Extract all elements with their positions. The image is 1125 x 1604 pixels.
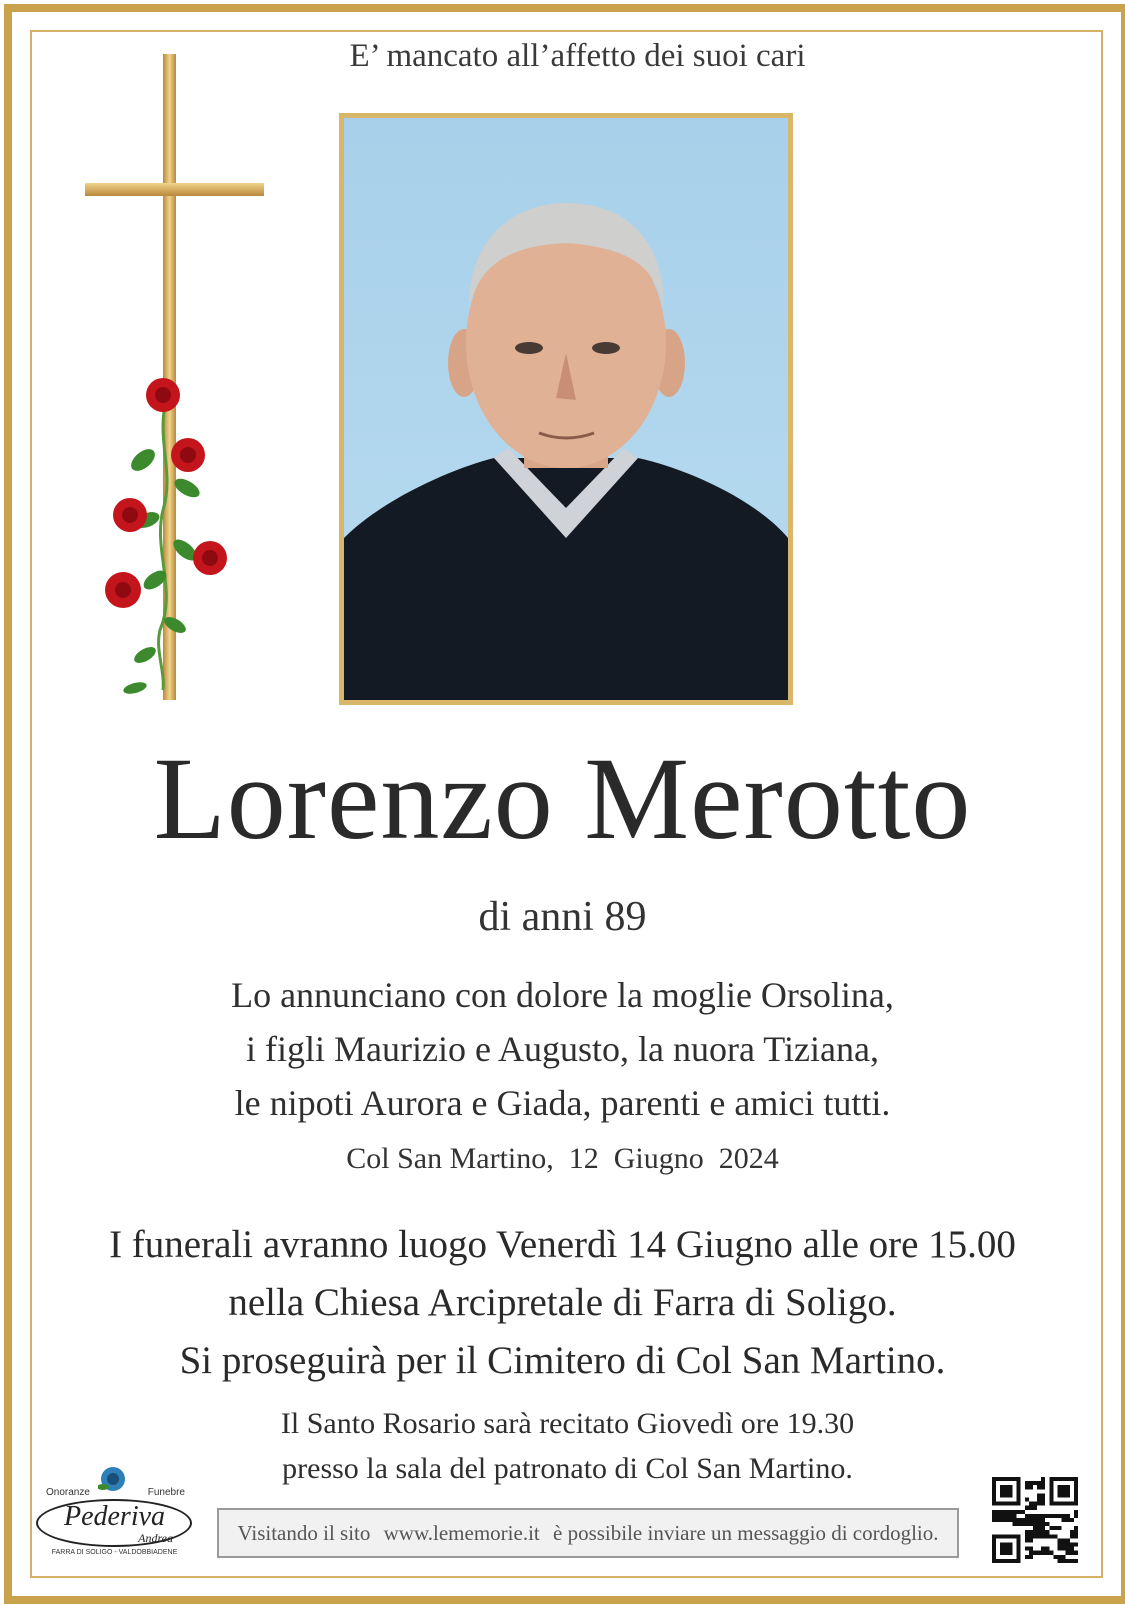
funeral-line: Si proseguirà per il Cimitero di Col San Martino. — [179, 1339, 946, 1382]
website-suffix: è possibile inviare un messaggio di cordoglio. — [553, 1521, 939, 1545]
announcement-line: Lo annunciano con dolore la moglie Orsolina, — [231, 975, 894, 1015]
logo-sub: Andrea — [138, 1531, 173, 1545]
header-text: E’ mancato all’affetto dei suoi cari — [349, 38, 806, 74]
website-notice — [217, 1508, 959, 1558]
portrait-frame — [339, 113, 793, 705]
website-prefix: Visitando il sito — [237, 1521, 371, 1545]
announcement-line: i figli Maurizio e Augusto, la nuora Tiziana, — [246, 1029, 879, 1069]
website-link[interactable]: www.lememorie.it — [383, 1521, 540, 1545]
logo-name: Pederiva — [63, 1501, 166, 1532]
qr-code-icon — [992, 1477, 1078, 1563]
logo-text-left: Onoranze — [46, 1487, 90, 1498]
deceased-name: Lorenzo Merotto — [153, 733, 972, 864]
cross-with-roses — [85, 50, 285, 705]
qr-code[interactable] — [992, 1477, 1078, 1563]
funeral-line: I funerali avranno luogo Venerdì 14 Giugno alle ore 15.00 — [109, 1223, 1016, 1266]
logo-text-right: Funebre — [147, 1487, 185, 1498]
place-date: Col San Martino, 12 Giugno 2024 — [346, 1142, 779, 1175]
portrait-icon — [344, 118, 788, 700]
funeral-info — [0, 1216, 1125, 1390]
funeral-home-logo — [32, 1465, 197, 1560]
deceased-age: di anni 89 — [478, 894, 647, 940]
portrait-photo — [344, 118, 788, 700]
rosary-line: presso la sala del patronato di Col San Martino. — [282, 1452, 853, 1485]
logo-foot: FARRA DI SOLIGO - VALDOBBIADENE — [51, 1549, 178, 1556]
cross-icon — [85, 50, 285, 705]
rosary-line: Il Santo Rosario sarà recitato Giovedì ore 19.30 — [280, 1407, 855, 1440]
announcement — [0, 968, 1125, 1130]
funeral-line: nella Chiesa Arcipretale di Farra di Soligo. — [228, 1281, 897, 1324]
announcement-line: le nipoti Aurora e Giada, parenti e amici tutti. — [234, 1083, 891, 1123]
